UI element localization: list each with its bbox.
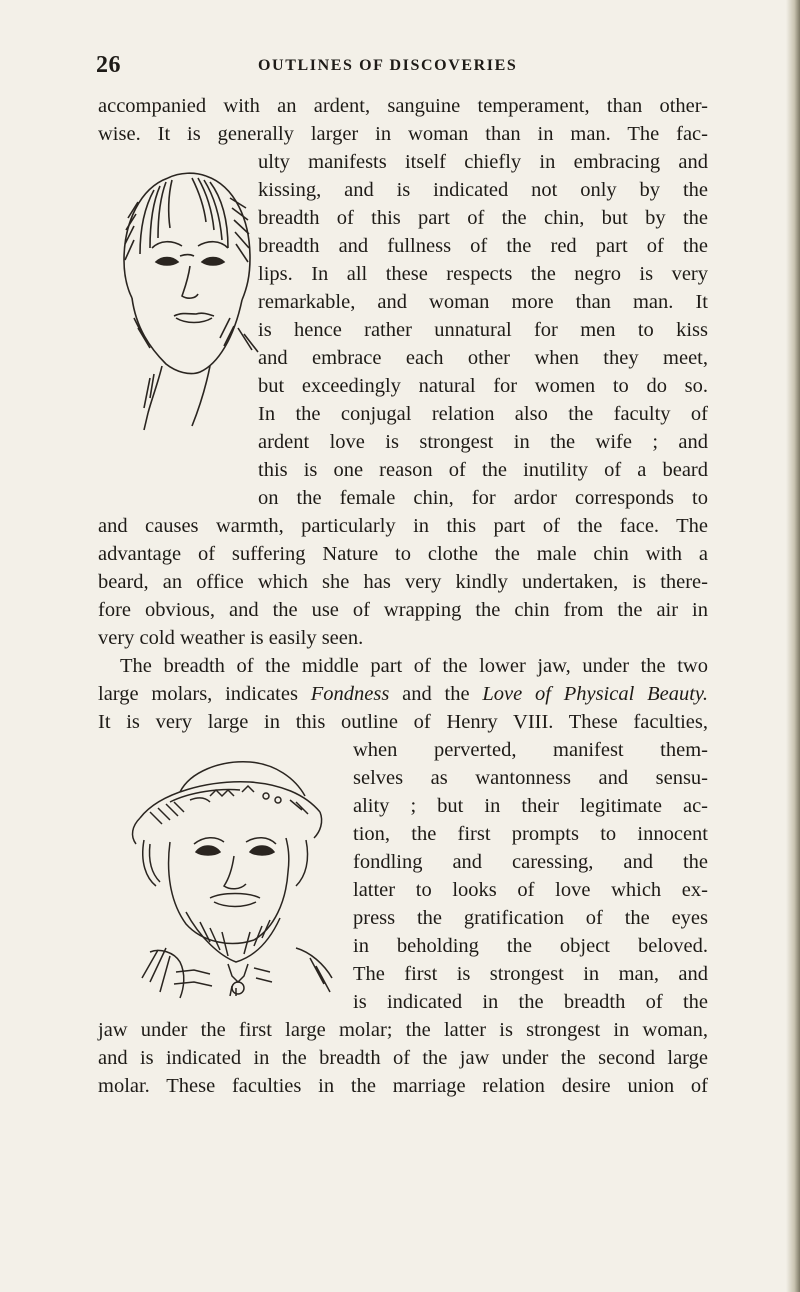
text-line-2: wise. It is generally larger in woman than in man. The fac- [98,123,708,145]
text-line-27: tion, the first prompts to innocent [353,823,708,845]
text-line-36: molar. These faculties in the marriage relation desire union of [98,1075,708,1097]
text-line-9: is hence rather unnatural for men to kiss [258,319,708,341]
text-line-26: ality ; but in their legitimate ac- [353,795,708,817]
text-line-5: breadth of this part of the chin, but by the [258,207,708,229]
text-line-23: It is very large in this outline of Henry VIII. These faculties, [98,711,708,733]
text-line-18: beard, an office which she has very kindly undertaken, is there- [98,571,708,593]
text-line-33: is indicated in the breadth of the [353,991,708,1013]
text-run: large molars, indicates [98,683,311,705]
text-line-22 [98,680,708,708]
text-line-3: ulty manifests itself chiefly in embracing and [258,151,708,173]
text-line-12: In the conjugal relation also the faculty of [258,403,708,425]
running-head: OUTLINES OF DISCOVERIES [258,57,518,74]
text-line-11: but exceedingly natural for women to do so. [258,375,708,397]
text-line-34: jaw under the first large molar; the latter is strongest in woman, [98,1019,708,1041]
text-run: and the [389,683,483,705]
page-edge-shadow [786,0,800,1292]
text-line-28: fondling and caressing, and the [353,851,708,873]
text-line-19: fore obvious, and the use of wrapping the chin from the air in [98,599,708,621]
emphasis-love-of-physical-beauty: Love of Physical Beauty. [482,683,708,705]
text-line-13: ardent love is strongest in the wife ; and [258,431,708,453]
text-line-29: latter to looks of love which ex- [353,879,708,901]
text-line-35: and is indicated in the breadth of the jaw under the second large [98,1047,708,1069]
page-number: 26 [96,52,121,78]
text-line-8: remarkable, and woman more than man. It [258,291,708,313]
text-line-6: breadth and fullness of the red part of the [258,235,708,257]
henry-viii-illustration [110,752,345,1000]
text-line-25: selves as wantonness and sensu- [353,767,708,789]
text-line-32: The first is strongest in man, and [353,963,708,985]
text-line-17: advantage of suffering Nature to clothe the male chin with a [98,543,708,565]
text-line-15: on the female chin, for ardor corresponds to [258,487,708,509]
text-line-24: when perverted, manifest them- [353,739,708,761]
text-line-10: and embrace each other when they meet, [258,347,708,369]
female-head-illustration [110,168,265,433]
text-line-31: in beholding the object beloved. [353,935,708,957]
page-header [96,52,716,82]
text-line-21: The breadth of the middle part of the lower jaw, under the two [120,655,708,677]
text-line-4: kissing, and is indicated not only by the [258,179,708,201]
text-line-1: accompanied with an ardent, sanguine temperament, than other- [98,95,708,117]
text-line-14: this is one reason of the inutility of a beard [258,459,708,481]
text-line-16: and causes warmth, particularly in this part of the face. The [98,515,708,537]
emphasis-fondness: Fondness [310,683,390,705]
text-line-30: press the gratification of the eyes [353,907,708,929]
text-line-20: very cold weather is easily seen. [98,627,364,649]
text-line-7: lips. In all these respects the negro is very [258,263,708,285]
